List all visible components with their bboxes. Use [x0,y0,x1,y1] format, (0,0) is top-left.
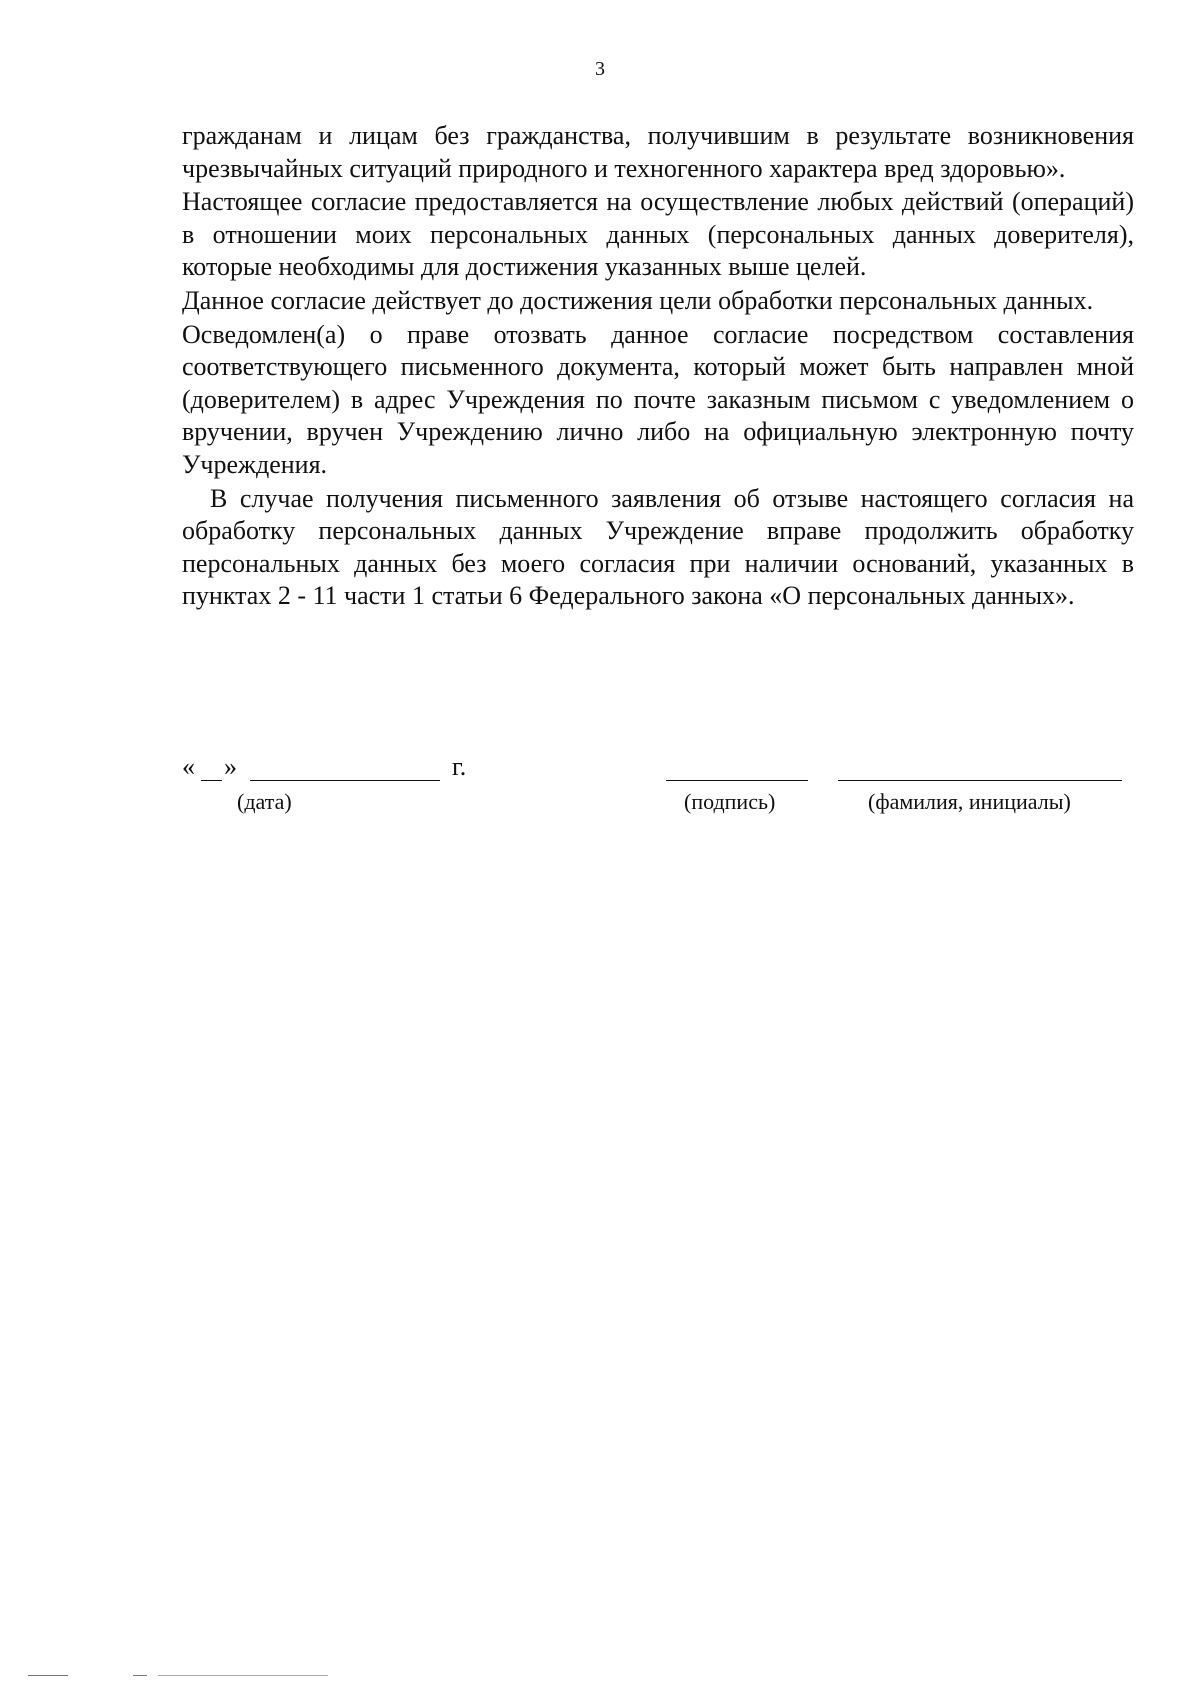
month-blank-line [250,780,440,781]
name-caption: (фамилия, инициалы) [868,789,1071,814]
date-close-quote: » [224,752,237,781]
signature-blank-line [666,780,808,781]
name-blank-line [838,780,1122,781]
paragraph-consent-scope: Настоящее согласие предоставляется на осуществление любых действий (операций) в отношении моих персональных данных (персональных данных доверителя), которые необходимы для достижения указанных выше целей. [182,187,1134,282]
scan-artifact [133,1675,147,1676]
date-caption: (дата) [237,789,292,814]
paragraph-continuation: гражданам и лицам без гражданства, получившим в результате возникновения чрезвычайных ситуаций природного и техногенного характера вред здоровью». [182,121,1134,183]
day-blank-line [201,780,222,781]
document-body [182,120,1134,613]
signature-caption: (подпись) [684,789,776,814]
scan-artifact [158,1675,328,1676]
paragraph-revocation-right: Осведомлен(а) о праве отозвать данное согласие посредством составления соответствующего письменного документа, который может быть направлен мной (доверителем) в адрес Учреждения по почте заказным письмом с уведомлением о вручении, вручен Учреждению лично либо на официальную электронную почту Учреждения. [182,319,1134,479]
scan-artifact [28,1675,68,1676]
date-open-quote: « [182,752,195,781]
page-number: 3 [595,58,605,80]
paragraph-consent-duration: Данное согласие действует до достижения цели обработки персональных данных. [182,285,1094,315]
year-suffix: г. [452,752,467,781]
paragraph-revocation-consequence: В случае получения письменного заявления об отзыве настоящего согласия на обработку персональных данных Учреждение вправе продолжить обработку персональных данных без моего согласия при наличии оснований, указанных в пунктах 2 - 11 части 1 статьи 6 Федерального закона «О персональных данных». [182,483,1134,611]
